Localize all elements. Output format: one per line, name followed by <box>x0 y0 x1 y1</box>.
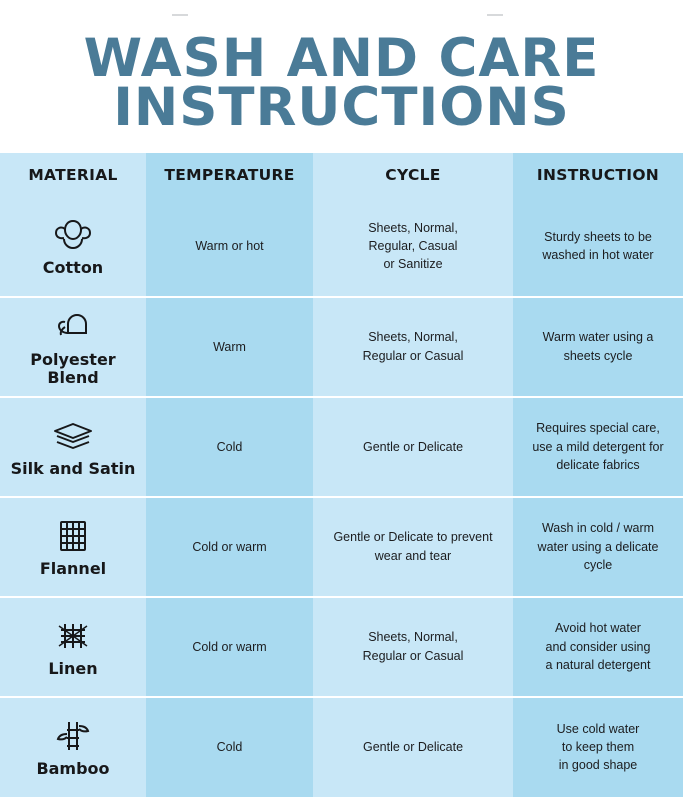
table-row <box>0 597 683 697</box>
instruction-cell: Warm water using a sheets cycle <box>513 297 683 397</box>
table-row <box>0 297 683 397</box>
material-cell <box>0 697 146 797</box>
decorative-mark-left <box>172 14 188 16</box>
title-line-2: INSTRUCTIONS <box>113 77 570 139</box>
table-row <box>0 697 683 797</box>
column-header-cycle: CYCLE <box>313 153 513 197</box>
material-cell <box>0 497 146 597</box>
table-row <box>0 397 683 497</box>
temperature-cell: Cold or warm <box>146 597 313 697</box>
instruction-cell: Requires special care, use a mild detergent for delicate fabrics <box>513 397 683 497</box>
material-cell <box>0 197 146 297</box>
temperature-cell: Cold <box>146 397 313 497</box>
cycle-cell: Gentle or Delicate <box>313 697 513 797</box>
polyester-blend-icon <box>47 307 99 347</box>
material-name: Cotton <box>42 258 104 278</box>
material-cell <box>0 597 146 697</box>
temperature-cell: Warm or hot <box>146 197 313 297</box>
cycle-cell: Gentle or Delicate to prevent wear and tear <box>313 497 513 597</box>
material-name: Linen <box>48 658 98 678</box>
temperature-cell: Cold or warm <box>146 497 313 597</box>
decorative-mark-right <box>487 14 503 16</box>
column-header-instruction: INSTRUCTION <box>513 153 683 197</box>
column-header-material: MATERIAL <box>0 153 146 197</box>
material-name: Bamboo <box>36 759 110 779</box>
instruction-cell: Sturdy sheets to be washed in hot water <box>513 197 683 297</box>
column-header-temperature: TEMPERATURE <box>146 153 313 197</box>
cycle-cell: Sheets, Normal, Regular or Casual <box>313 597 513 697</box>
cycle-cell: Sheets, Normal, Regular, Casual or Sanitize <box>313 197 513 297</box>
page-title <box>0 0 683 139</box>
linen-weave-icon <box>47 616 99 656</box>
bamboo-stalk-icon <box>47 716 99 756</box>
material-cell <box>0 297 146 397</box>
instruction-cell: Avoid hot water and consider using a natural detergent <box>513 597 683 697</box>
table-header-row <box>0 153 683 197</box>
material-name: Flannel <box>39 558 107 578</box>
folded-fabric-icon <box>47 416 99 456</box>
cycle-cell: Gentle or Delicate <box>313 397 513 497</box>
material-name: Silk and Satin <box>10 458 136 478</box>
temperature-cell: Cold <box>146 697 313 797</box>
material-name: Polyester Blend <box>30 349 116 387</box>
instruction-cell: Use cold water to keep them in good shape <box>513 697 683 797</box>
title-line-1: WASH AND CARE <box>83 28 600 89</box>
temperature-cell: Warm <box>146 297 313 397</box>
flannel-grid-icon <box>47 516 99 556</box>
table-row <box>0 497 683 597</box>
care-instructions-table <box>0 153 683 797</box>
cotton-boll-icon <box>47 215 99 255</box>
material-cell <box>0 397 146 497</box>
table-row <box>0 197 683 297</box>
cycle-cell: Sheets, Normal, Regular or Casual <box>313 297 513 397</box>
instruction-cell: Wash in cold / warm water using a delicate cycle <box>513 497 683 597</box>
